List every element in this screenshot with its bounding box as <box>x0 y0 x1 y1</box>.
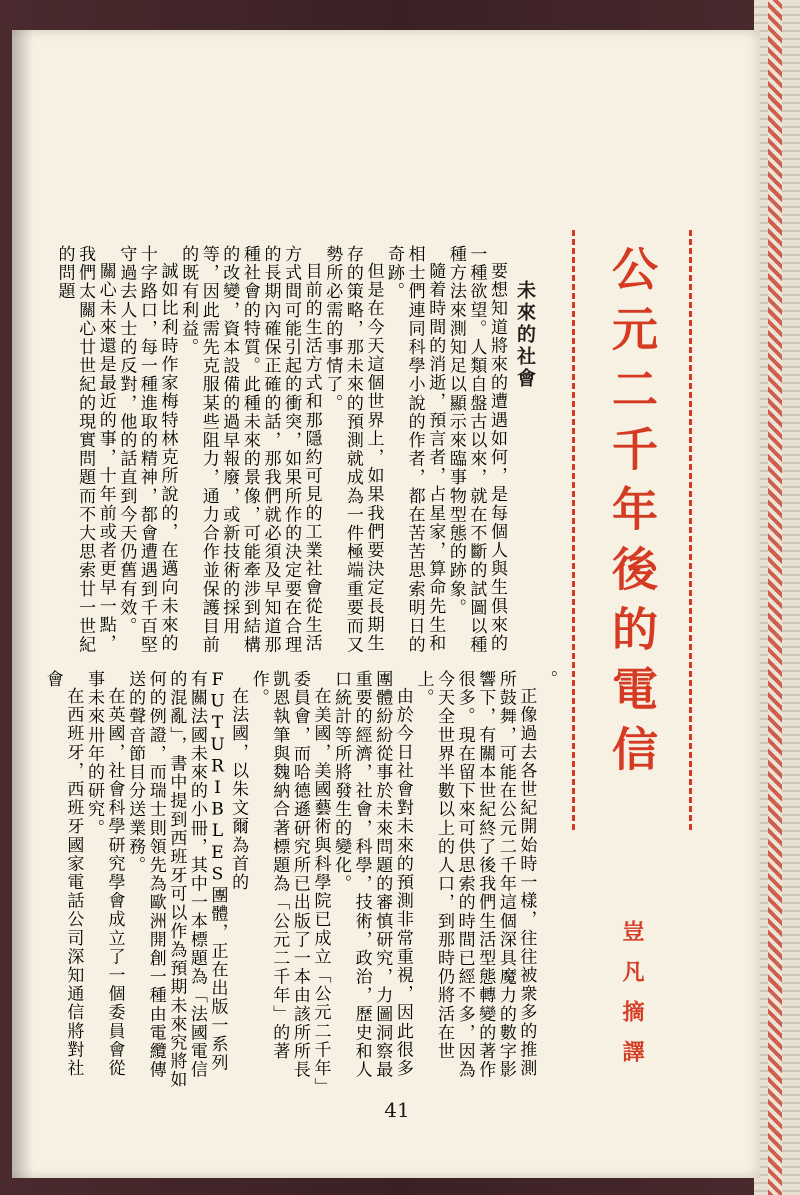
paragraph: 要想知道將來的遭遇如何，是每個人與生俱來的一種欲望。人類自盤古以來，就在不斷的試圖以種種方法來測知足以顯示來臨事物型態的跡象。 <box>445 245 507 655</box>
paragraph: 。 <box>537 670 557 689</box>
paragraph: 在西班牙，西班牙國家電話公司深知通信將對社會 <box>42 670 84 1078</box>
paragraph: 隨着時間的消逝，預言者，占星家，算命先生和相士們連同科學小說的作者，都在苦苦思索明日的奇跡。 <box>384 245 446 655</box>
paragraph: 目前的生活方式和那隱約可見的工業社會從生活方式間可能引起的衝突，如果所作的決定要在合理的長期內確保正確的話，那我們就必須及早知道那種社會的特質。此種未來的景像，可能牽涉到結構的改變，資本設備的過早報廢，或新技術的採用等，因此需先克服某些阻力，通力合作並保護目前的既有利益。 <box>178 245 322 655</box>
paragraph: 關心未來還是最近的事，十年前或者更早一點，我們太關心廿世紀的現實問題而不大思索廿一世紀的問題 <box>54 245 116 655</box>
book-page <box>12 30 760 1178</box>
bookmark-ribbon <box>768 0 782 1195</box>
page-number: 41 <box>384 1098 410 1122</box>
paragraph: 誠如比利時作家梅特林克所說的，在邁向未來的十字路口，每一種進取的精神，都會遭遇到千百堅守過去人士的反對，他的話直到今天仍舊有效。 <box>116 245 178 655</box>
paragraph: 正像過去各世紀開始時一樣，往往被衆多的推測所鼓舞，可能在公元二千年這個深具魔力的數字影響下，有關本世紀終了後我們生活型態轉變的著作很多。現在留下來可供思索的時間已經不多，因為今天全世界半數以上的人口，到那時仍將活在世上。 <box>413 670 537 1080</box>
paragraph: 在英國，社會科學研究學會成立了一個委員會從事未來卅年的研究。 <box>83 670 125 1078</box>
paragraph: 但是在今天這個世界上，如果我們要決定長期生存的策略，那未來的預測就成為一件極端重要而又勢所必需的事情了。 <box>322 245 384 655</box>
upper-text-block <box>54 245 507 655</box>
paragraph: 在法國，以朱文爾為首的FUTURIBLES團體，正在出版一系列有關法國未來的小冊，其中一本標題為「法國電信的混亂」，書中提到西班牙可以作為預期未來究將如何的例證，而瑞士則領先為歐洲開創一種由電纜傳送的聲音節目分送業務。 <box>125 670 249 1090</box>
gutter-shadow <box>12 30 34 1178</box>
paragraph: 由於今日社會對未來的預測非常重視，因此很多團體紛紛從事於未來問題的審慎研究，力圖洞察最重要的經濟，社會，科學，技術，政治，歷史和人口統計等所將發生的變化。 <box>331 670 413 1080</box>
paragraph: 在美國，美國藝術與科學院已成立「公元二千年」委員會，而哈德遜研究所已出版了一本由該所所長凱恩執筆與魏納合著標題為「公元二千年」的著作。 <box>248 670 331 1088</box>
translator-credit: 豈凡摘譯 <box>619 920 645 1080</box>
lower-text-block <box>42 670 557 1090</box>
article-title: 公元二千年後的電信 <box>605 245 659 785</box>
section-heading: 未來的社會 <box>514 280 536 390</box>
